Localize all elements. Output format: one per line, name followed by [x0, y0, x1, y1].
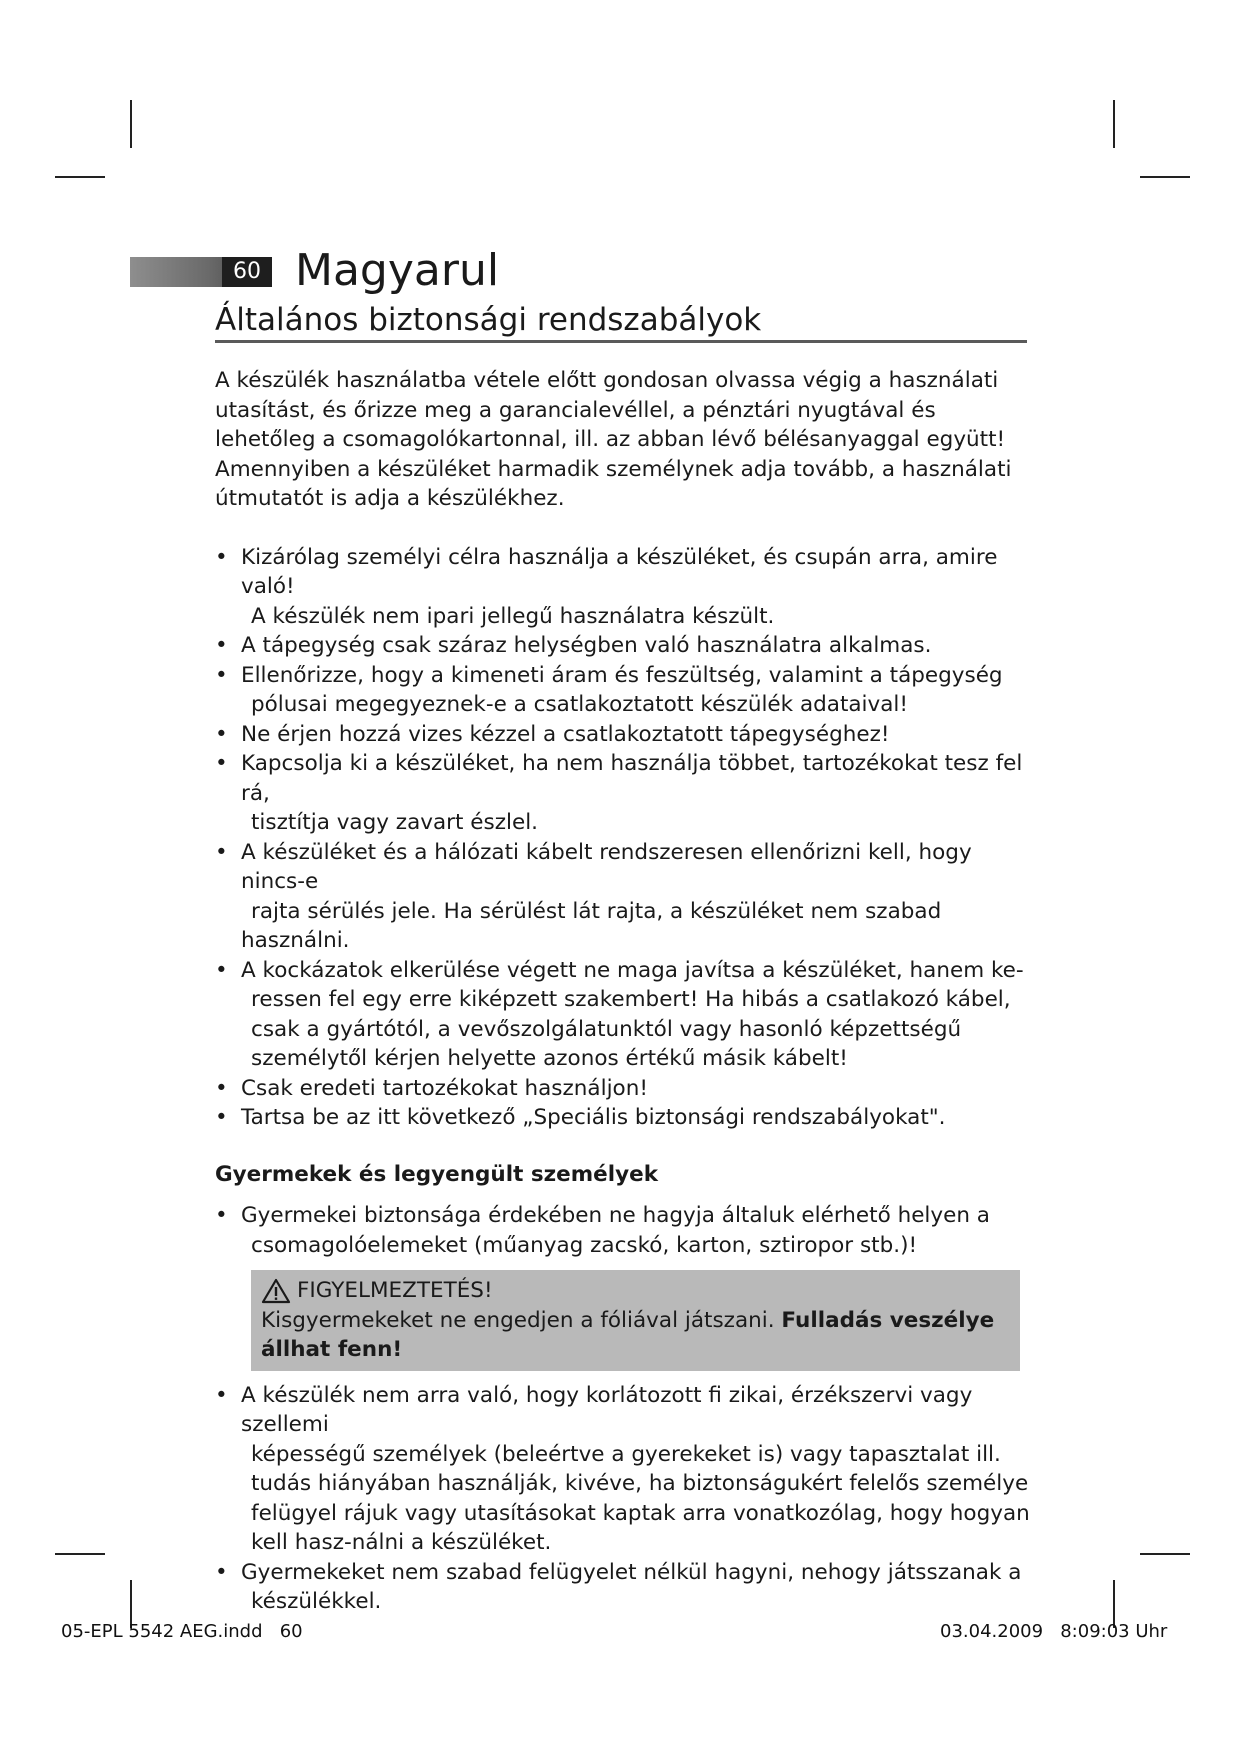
warning-box [251, 1270, 1020, 1371]
section-title: Általános biztonsági rendszabályok [215, 302, 762, 338]
bullet-icon: • [215, 1382, 228, 1408]
document-body [215, 366, 1030, 1617]
list-item-first-line: Kizárólag személyi célra használja a készüléket, és csupán arra, amire való! [241, 544, 998, 599]
children-bullet-list [215, 1201, 1030, 1260]
warning-title-row [261, 1276, 1010, 1306]
crop-mark-top-left-v [130, 100, 132, 148]
list-item-first-line: Ellenőrizze, hogy a kimeneti áram és feszültség, valamint a tápegység [241, 662, 1003, 688]
list-item [215, 720, 1030, 750]
bullet-icon: • [215, 721, 228, 747]
bullet-icon: • [215, 1075, 228, 1101]
crop-mark-top-right-h [1140, 176, 1190, 178]
list-item-continuation: tisztítja vagy zavart észlel. [251, 810, 538, 835]
list-item-continuation: rajta sérülés jele. Ha sérülést lát rajta, a készüléket nem szabad használni. [241, 898, 942, 953]
warning-text [261, 1306, 1010, 1365]
list-item [215, 838, 1030, 956]
list-item-first-line: A készüléket és a hálózati kábelt rendszeresen ellenőrizni kell, hogy nincs-e [241, 839, 972, 894]
list-item [215, 1201, 1030, 1260]
list-item-first-line: Kapcsolja ki a készüléket, ha nem használja többet, tartozékokat tesz fel rá, [241, 751, 1023, 806]
children-bullet-list-2 [215, 1381, 1030, 1617]
list-item [215, 1103, 1030, 1133]
list-item [215, 1074, 1030, 1104]
crop-mark-bottom-left-h [55, 1553, 105, 1555]
list-item-first-line: Csak eredeti tartozékokat használjon! [241, 1075, 648, 1101]
list-item-first-line: A kockázatok elkerülése végett ne maga javítsa a készüléket, hanem ke- [241, 957, 1024, 983]
page-number-badge: 60 [222, 257, 272, 287]
warning-message: Kisgyermekeket ne engedjen a fóliával játszani. [261, 1307, 775, 1333]
list-item-first-line: Tartsa be az itt következő „Speciális biztonsági rendszabályokat". [241, 1105, 946, 1130]
bullet-icon: • [215, 1203, 228, 1228]
list-item-first-line: A tápegység csak száraz helységben való használatra alkalmas. [241, 633, 932, 658]
list-item-first-line: Gyermekeket nem szabad felügyelet nélkül hagyni, nehogy játsszanak a [241, 1559, 1022, 1585]
list-item [215, 749, 1030, 838]
list-item-first-line: Ne érjen hozzá vizes kézzel a csatlakoztatott tápegységhez! [241, 721, 890, 747]
children-heading: Gyermekek és legyengült személyek [215, 1161, 658, 1187]
bullet-icon: • [215, 839, 228, 865]
list-item [215, 631, 1030, 661]
crop-mark-bottom-right-h [1140, 1553, 1190, 1555]
list-item [215, 956, 1030, 1074]
title-underline [215, 340, 1027, 343]
crop-mark-top-right-v [1113, 100, 1115, 148]
footer-timestamp: 03.04.2009 8:09:03 Uhr [940, 1621, 1168, 1642]
list-item-continuation: csomagolóelemeket (műanyag zacskó, karton, sztiropor stb.)! [251, 1232, 918, 1258]
list-item-continuation: ressen fel egy erre kiképzett szakembert! Ha hibás a csatlakozó kábel, csak a gyártótól, a vevőszolgálatunktól vagy hasonló képzettségű személytől kérjen helyette azonos értékű másik kábelt! [251, 987, 1011, 1071]
list-item [215, 1381, 1030, 1558]
list-item-continuation: A készülék nem ipari jellegű használatra készült. [251, 603, 775, 629]
list-item-continuation: képességű személyek (beleértve a gyerekeket is) vagy tapasztalat ill. tudás hiányában használják, kivéve, ha biztonságukért felelős személye felügyel rájuk vagy utasításokat kaptak arra vonatkozólag, hogy hogyan kell hasz-nálni a készüléket. [251, 1441, 1030, 1555]
list-item [215, 543, 1030, 632]
crop-mark-top-left-h [55, 176, 105, 178]
list-item [215, 1558, 1030, 1617]
list-item-continuation: pólusai megegyeznek-e a csatlakoztatott készülék adataival! [251, 692, 909, 717]
list-item [215, 661, 1030, 720]
intro-paragraph: A készülék használatba vétele előtt gondosan olvassa végig a használati utasítást, és őrizze meg a garancialevéllel, a pénztári nyugtával és lehetőleg a csomagolókartonnal, ill. az abban lévő bélésanyaggal együtt! Amennyiben a készüléket harmadik személynek adja tovább, a használati útmutatót is adja a készülékhez. [215, 368, 1012, 511]
bullet-icon: • [215, 751, 228, 776]
warning-title: FIGYELMEZTETÉS! [297, 1278, 493, 1303]
bullet-icon: • [215, 957, 228, 983]
list-item-continuation: készülékkel. [251, 1589, 382, 1614]
bullet-icon: • [215, 662, 228, 688]
safety-bullet-list [215, 543, 1030, 1133]
list-item-first-line: A készülék nem arra való, hogy korlátozott fi zikai, érzékszervi vagy szellemi [241, 1382, 973, 1437]
bullet-icon: • [215, 544, 228, 570]
language-title: Magyarul [295, 245, 500, 296]
warning-bold-message: Fulladás veszélye állhat fenn! [261, 1307, 995, 1362]
list-item-first-line: Gyermekei biztonsága érdekében ne hagyja általuk elérhető helyen a [241, 1203, 990, 1228]
bullet-icon: • [215, 1559, 228, 1585]
bullet-icon: • [215, 633, 228, 658]
footer-file-info: 05-EPL 5542 AEG.indd 60 [61, 1621, 303, 1642]
bullet-icon: • [215, 1105, 228, 1130]
warning-triangle-icon [261, 1278, 291, 1304]
